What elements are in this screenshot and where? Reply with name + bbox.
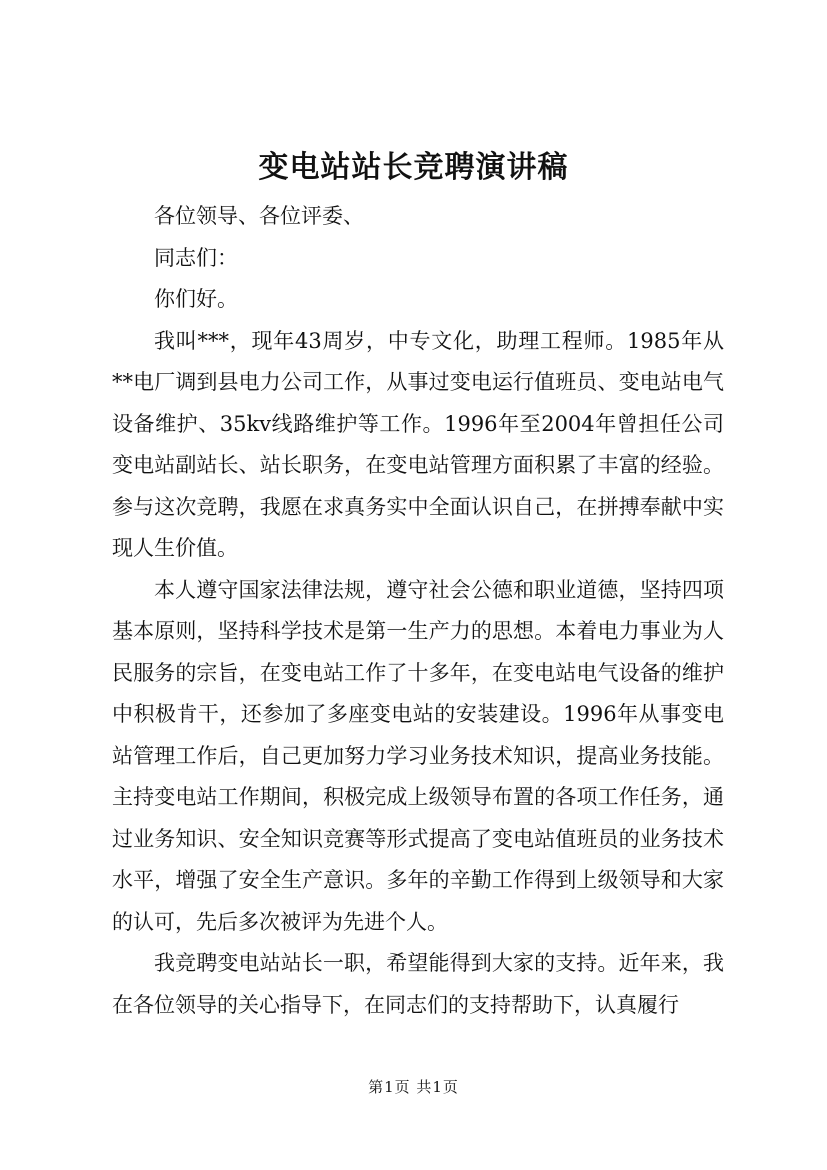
page-number-footer: 第1页 共1页 <box>368 1078 459 1096</box>
greeting-line: 你们好。 <box>154 287 238 311</box>
paragraph-introduction: 我叫***，现年43周岁，中专文化，助理工程师。1985年从**电厂调到县电力公司工作，从事过变电运行值班员、变电站电气设备维护、35kv线路维护等工作。1996年至2004年曾担任公司变电站副站长、站长职务，在变电站管理方面积累了丰富的经验。参与这次竞聘，我愿在求真务实中全面认识自己，在拼搏奉献中实现人生价值。 <box>112 328 724 560</box>
document-title: 变电站站长竞聘演讲稿 <box>258 150 569 185</box>
salutation-line-1: 各位领导、各位评委、 <box>154 204 364 228</box>
paragraph-candidacy: 我竞聘变电站站长一职，希望能得到大家的支持。近年来，我在各位领导的关心指导下，在同志们的支持帮助下，认真履行 <box>112 951 724 1017</box>
salutation-line-2: 同志们： <box>154 245 238 270</box>
paragraph-work-record: 本人遵守国家法律法规，遵守社会公德和职业道德，坚持四项基本原则，坚持科学技术是第一生产力的思想。本着电力事业为人民服务的宗旨，在变电站工作了十多年，在变电站电气设备的维护中积极肯干，还参加了多座变电站的安装建设。1996年从事变电站管理工作后，自己更加努力学习业务技术知识，提高业务技能。主持变电站工作期间，积极完成上级领导布置的各项工作任务，通过业务知识、安全知识竞赛等形式提高了变电站值班员的业务技术水平，增强了安全生产意识。多年的辛勤工作得到上级领导和大家的认可，先后多次被评为先进个人。 <box>112 577 724 934</box>
document-body <box>112 196 724 1026</box>
